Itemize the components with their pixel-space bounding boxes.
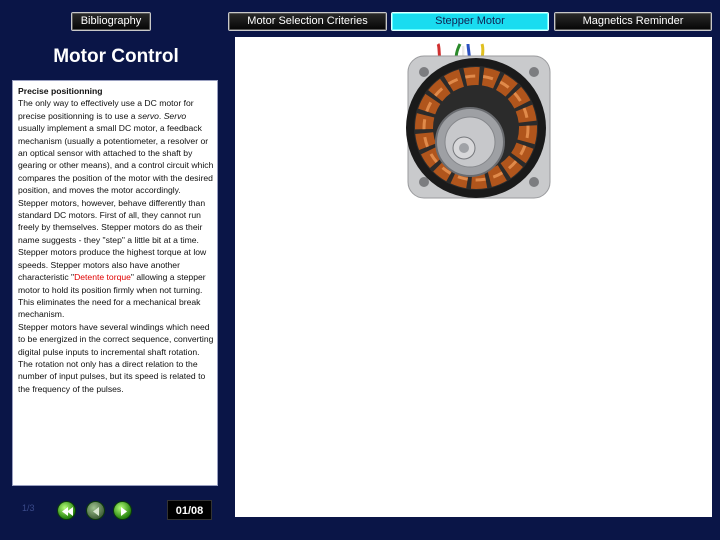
double-left-arrow-icon [58,502,77,521]
article-paragraph-4: Stepper motors have several windings which need to be energized in the correct sequence, converting digital pulse inputs to incremental shaft rotation. The rotation not only has a direct relation to the number of input pulses, but its speed is related to the frequency of the pulses. [18,321,214,394]
tab-magnetics-reminder[interactable]: Magnetics Reminder [554,12,712,31]
detente-torque-term: Detente torque [74,272,131,283]
left-arrow-icon [87,502,106,521]
stepper-motor-image [402,42,554,200]
servo-term-2: Servo [163,110,187,121]
p3-text-b: " allowing a stepper motor to hold its position firmly when not turning. This eliminates the need for a mechanical break mechanism. [18,272,206,320]
article-paragraph-3 [18,246,214,320]
previous-page-button[interactable] [86,501,105,520]
article-paragraph-1 [18,97,214,196]
first-page-button[interactable] [57,501,76,520]
tab-stepper-motor[interactable]: Stepper Motor [391,12,549,31]
p1-text-c: usually implement a small DC motor, a feedback mechanism (usually a potentiometer, a resolver or an optical sensor with attached to the shaft by gearing or other means), and a control circuit which compares the position of the motor with the desired position, and moves the motor accordingly. [18,123,214,196]
p1-text-a: The only way to effectively use a DC motor for precise positionning is to use a [18,98,194,121]
page-counter: 01/08 [167,500,212,520]
page-label: 1/3 [22,503,35,513]
article-paragraph-2: Stepper motors, however, behave differently than standard DC motors. First of all, they cannot run freely by themselves. Stepper motors do as their name suggests - they "step" a little bit at a time. [18,197,206,245]
right-arrow-icon [114,502,133,521]
article-heading: Precise positionning [18,86,103,96]
article-text-panel [12,80,218,486]
tab-motor-selection-criteries[interactable]: Motor Selection Criteries [228,12,387,31]
p3-text-a: Stepper motors produce the highest torque at low speeds. Stepper motors also have another characteristic " [18,247,207,283]
servo-term: servo [137,110,159,121]
tab-bibliography[interactable]: Bibliography [71,12,151,31]
next-page-button[interactable] [113,501,132,520]
page-title: Motor Control [53,46,179,67]
p1-text-b: . [158,110,164,121]
